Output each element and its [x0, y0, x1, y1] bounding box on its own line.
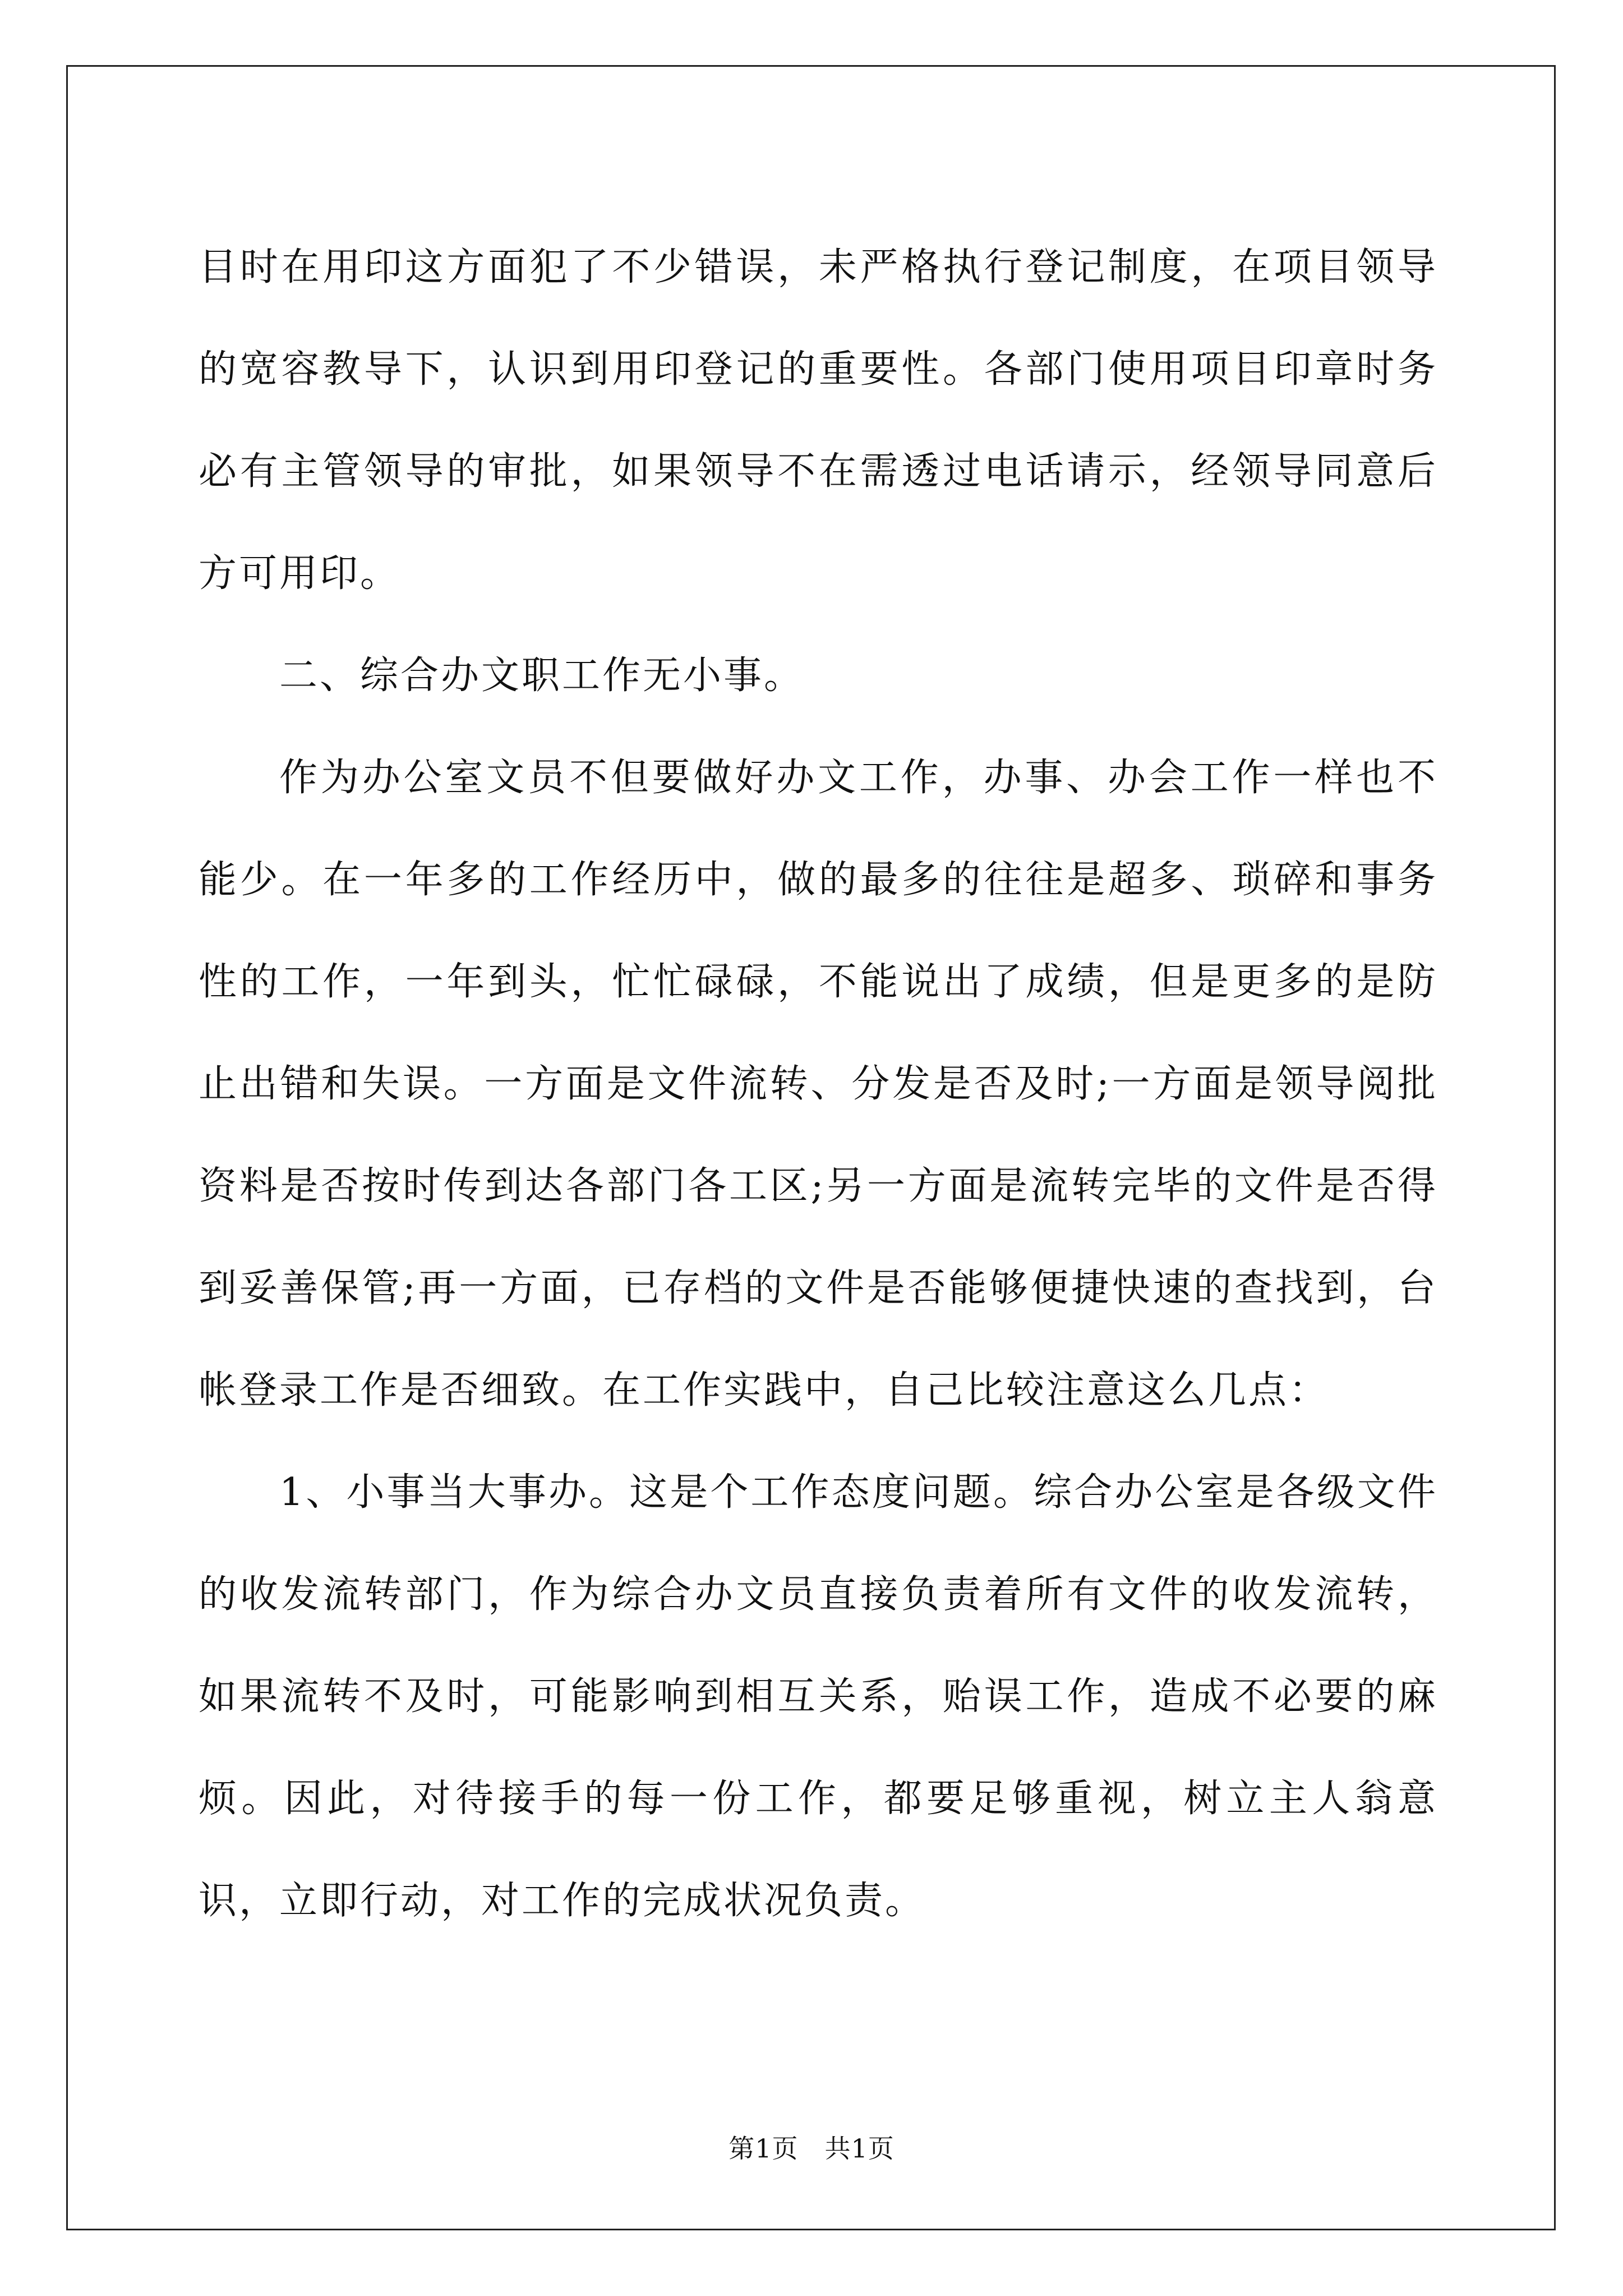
document-body — [199, 217, 1438, 1952]
section-heading: 二、综合办文职工作无小事。 — [279, 654, 805, 698]
paragraph: 1、小事当大事办。这是个工作态度问题。综合办公室是各级文件的收发流转部门，作为综合办文员直接负责着所有文件的收发流转，如果流转不及时，可能影响到相互关系，贻误工作，造成不必要的麻烦。因此，对待接手的每一份工作，都要足够重视，树立主人翁意识，立即行动，对工作的完成状况负责。 — [199, 1470, 1438, 1923]
paragraph: 作为办公室文员不但要做好办文工作，办事、办会工作一样也不能少。在一年多的工作经历中，做的最多的往往是超多、琐碎和事务性的工作，一年到头，忙忙碌碌，不能说出了成绩，但是更多的是防止出错和失误。一方面是文件流转、分发是否及时;一方面是领导阅批资料是否按时传到达各部门各工区;另一方面是流转完毕的文件是否得到妥善保管;再一方面，已存档的文件是否能够便捷快速的查找到，台帐登录工作是否细致。在工作实践中，自己比较注意这么几点： — [199, 756, 1438, 1412]
page-number-footer: 第1页 共1页 — [728, 2133, 895, 2164]
paragraph: 目时在用印这方面犯了不少错误，未严格执行登记制度，在项目领导的宽容教导下，认识到用印登记的重要性。各部门使用项目印章时务必有主管领导的审批，如果领导不在需透过电话请示，经领导同意后方可用印。 — [199, 245, 1438, 596]
